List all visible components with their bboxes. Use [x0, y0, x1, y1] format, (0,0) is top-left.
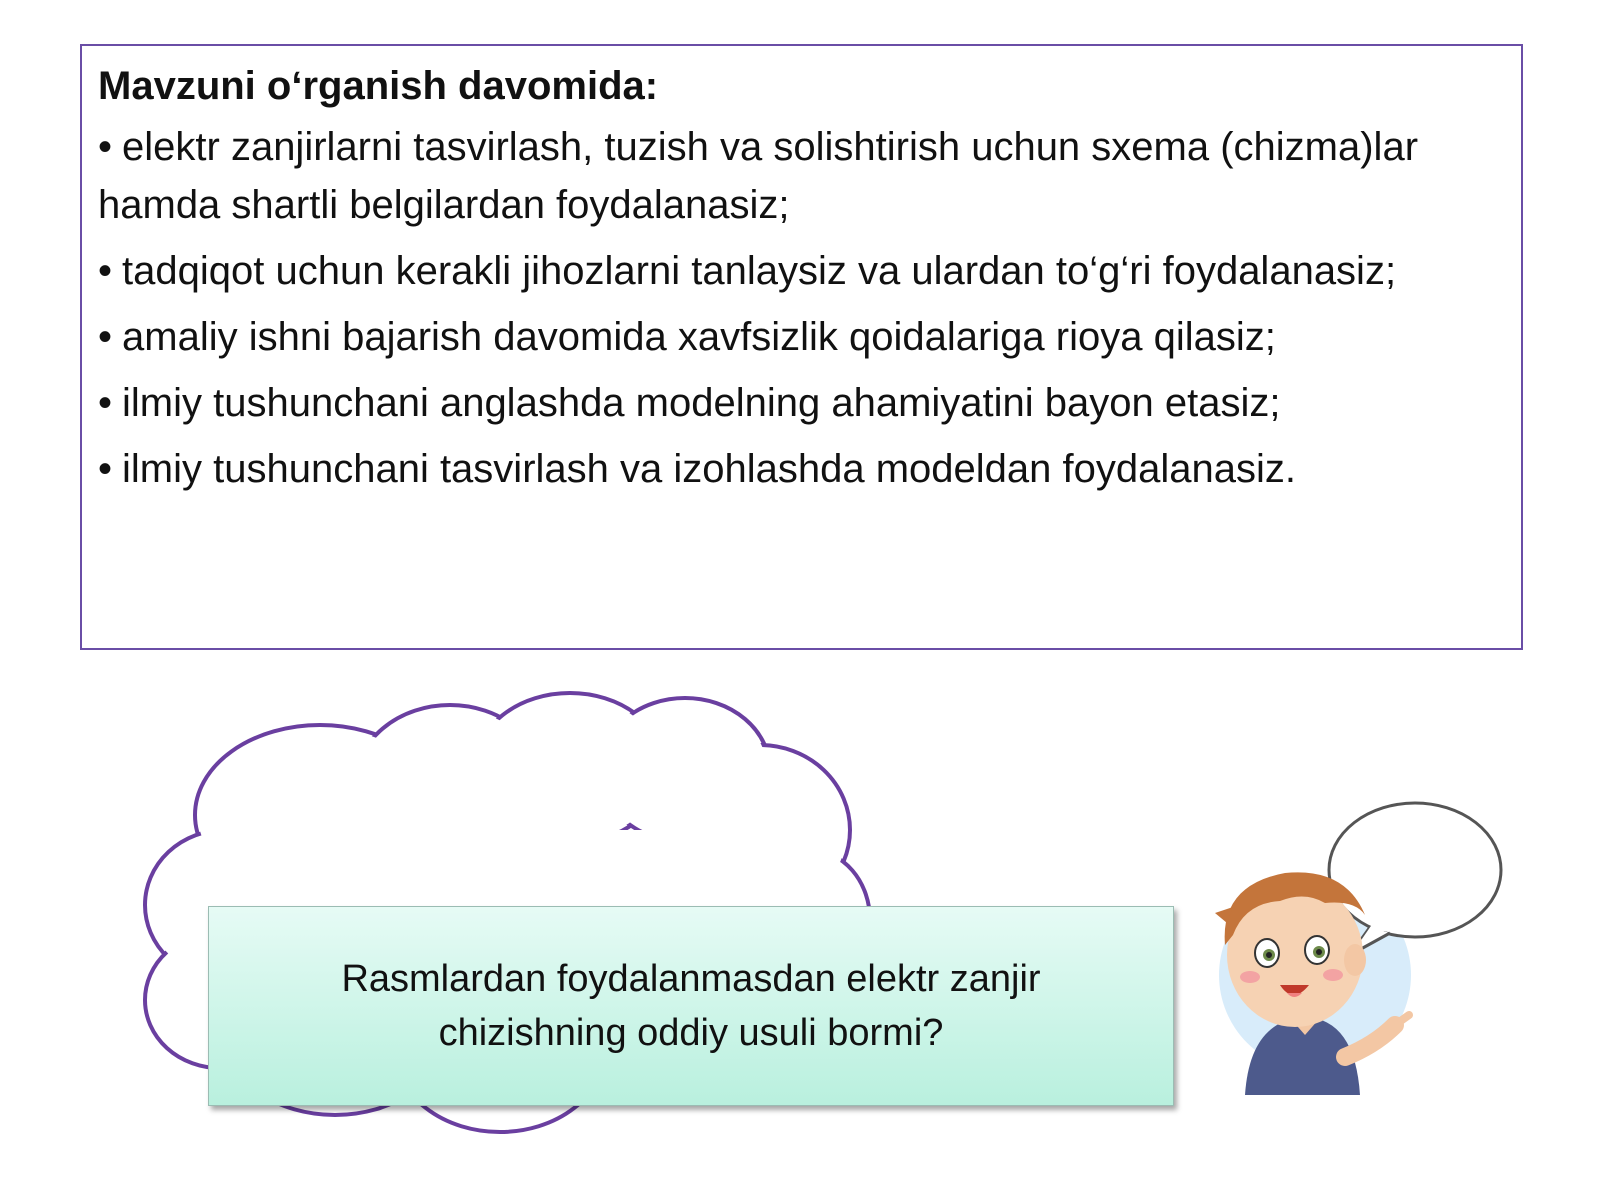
- objective-item: [98, 308, 1505, 366]
- question-box: [208, 906, 1174, 1106]
- objective-item: [98, 440, 1505, 498]
- objective-text: elektr zanjirlarni tasvirlash, tuzish va solishtirish uchun sxema (chizma)lar hamda shartli belgilardan foydalanasiz;: [98, 125, 1419, 227]
- bullet-icon: •: [98, 315, 113, 359]
- bullet-icon: •: [98, 447, 113, 491]
- bullet-icon: •: [98, 249, 113, 293]
- bullet-icon: •: [98, 381, 113, 425]
- question-text: Rasmlardan foydalanmasdan elektr zanjir chizishning oddiy usuli bormi?: [341, 958, 1041, 1054]
- objective-item: [98, 118, 1505, 234]
- objectives-list: [98, 118, 1505, 498]
- boy-character-icon: [1205, 795, 1505, 1095]
- objectives-title: Mavzuni o‘rganish davomida:: [98, 64, 659, 108]
- objectives-panel: [80, 44, 1523, 650]
- objective-text: tadqiqot uchun kerakli jihozlarni tanlaysiz va ulardan to‘g‘ri foydalanasiz;: [122, 249, 1397, 293]
- objective-item: [98, 242, 1505, 300]
- objective-item: [98, 374, 1505, 432]
- objective-text: amaliy ishni bajarish davomida xavfsizlik qoidalariga rioya qilasiz;: [122, 315, 1276, 359]
- objective-text: ilmiy tushunchani tasvirlash va izohlashda modeldan foydalanasiz.: [122, 447, 1296, 491]
- objective-text: ilmiy tushunchani anglashda modelning ahamiyatini bayon etasiz;: [122, 381, 1281, 425]
- bullet-icon: •: [98, 125, 113, 169]
